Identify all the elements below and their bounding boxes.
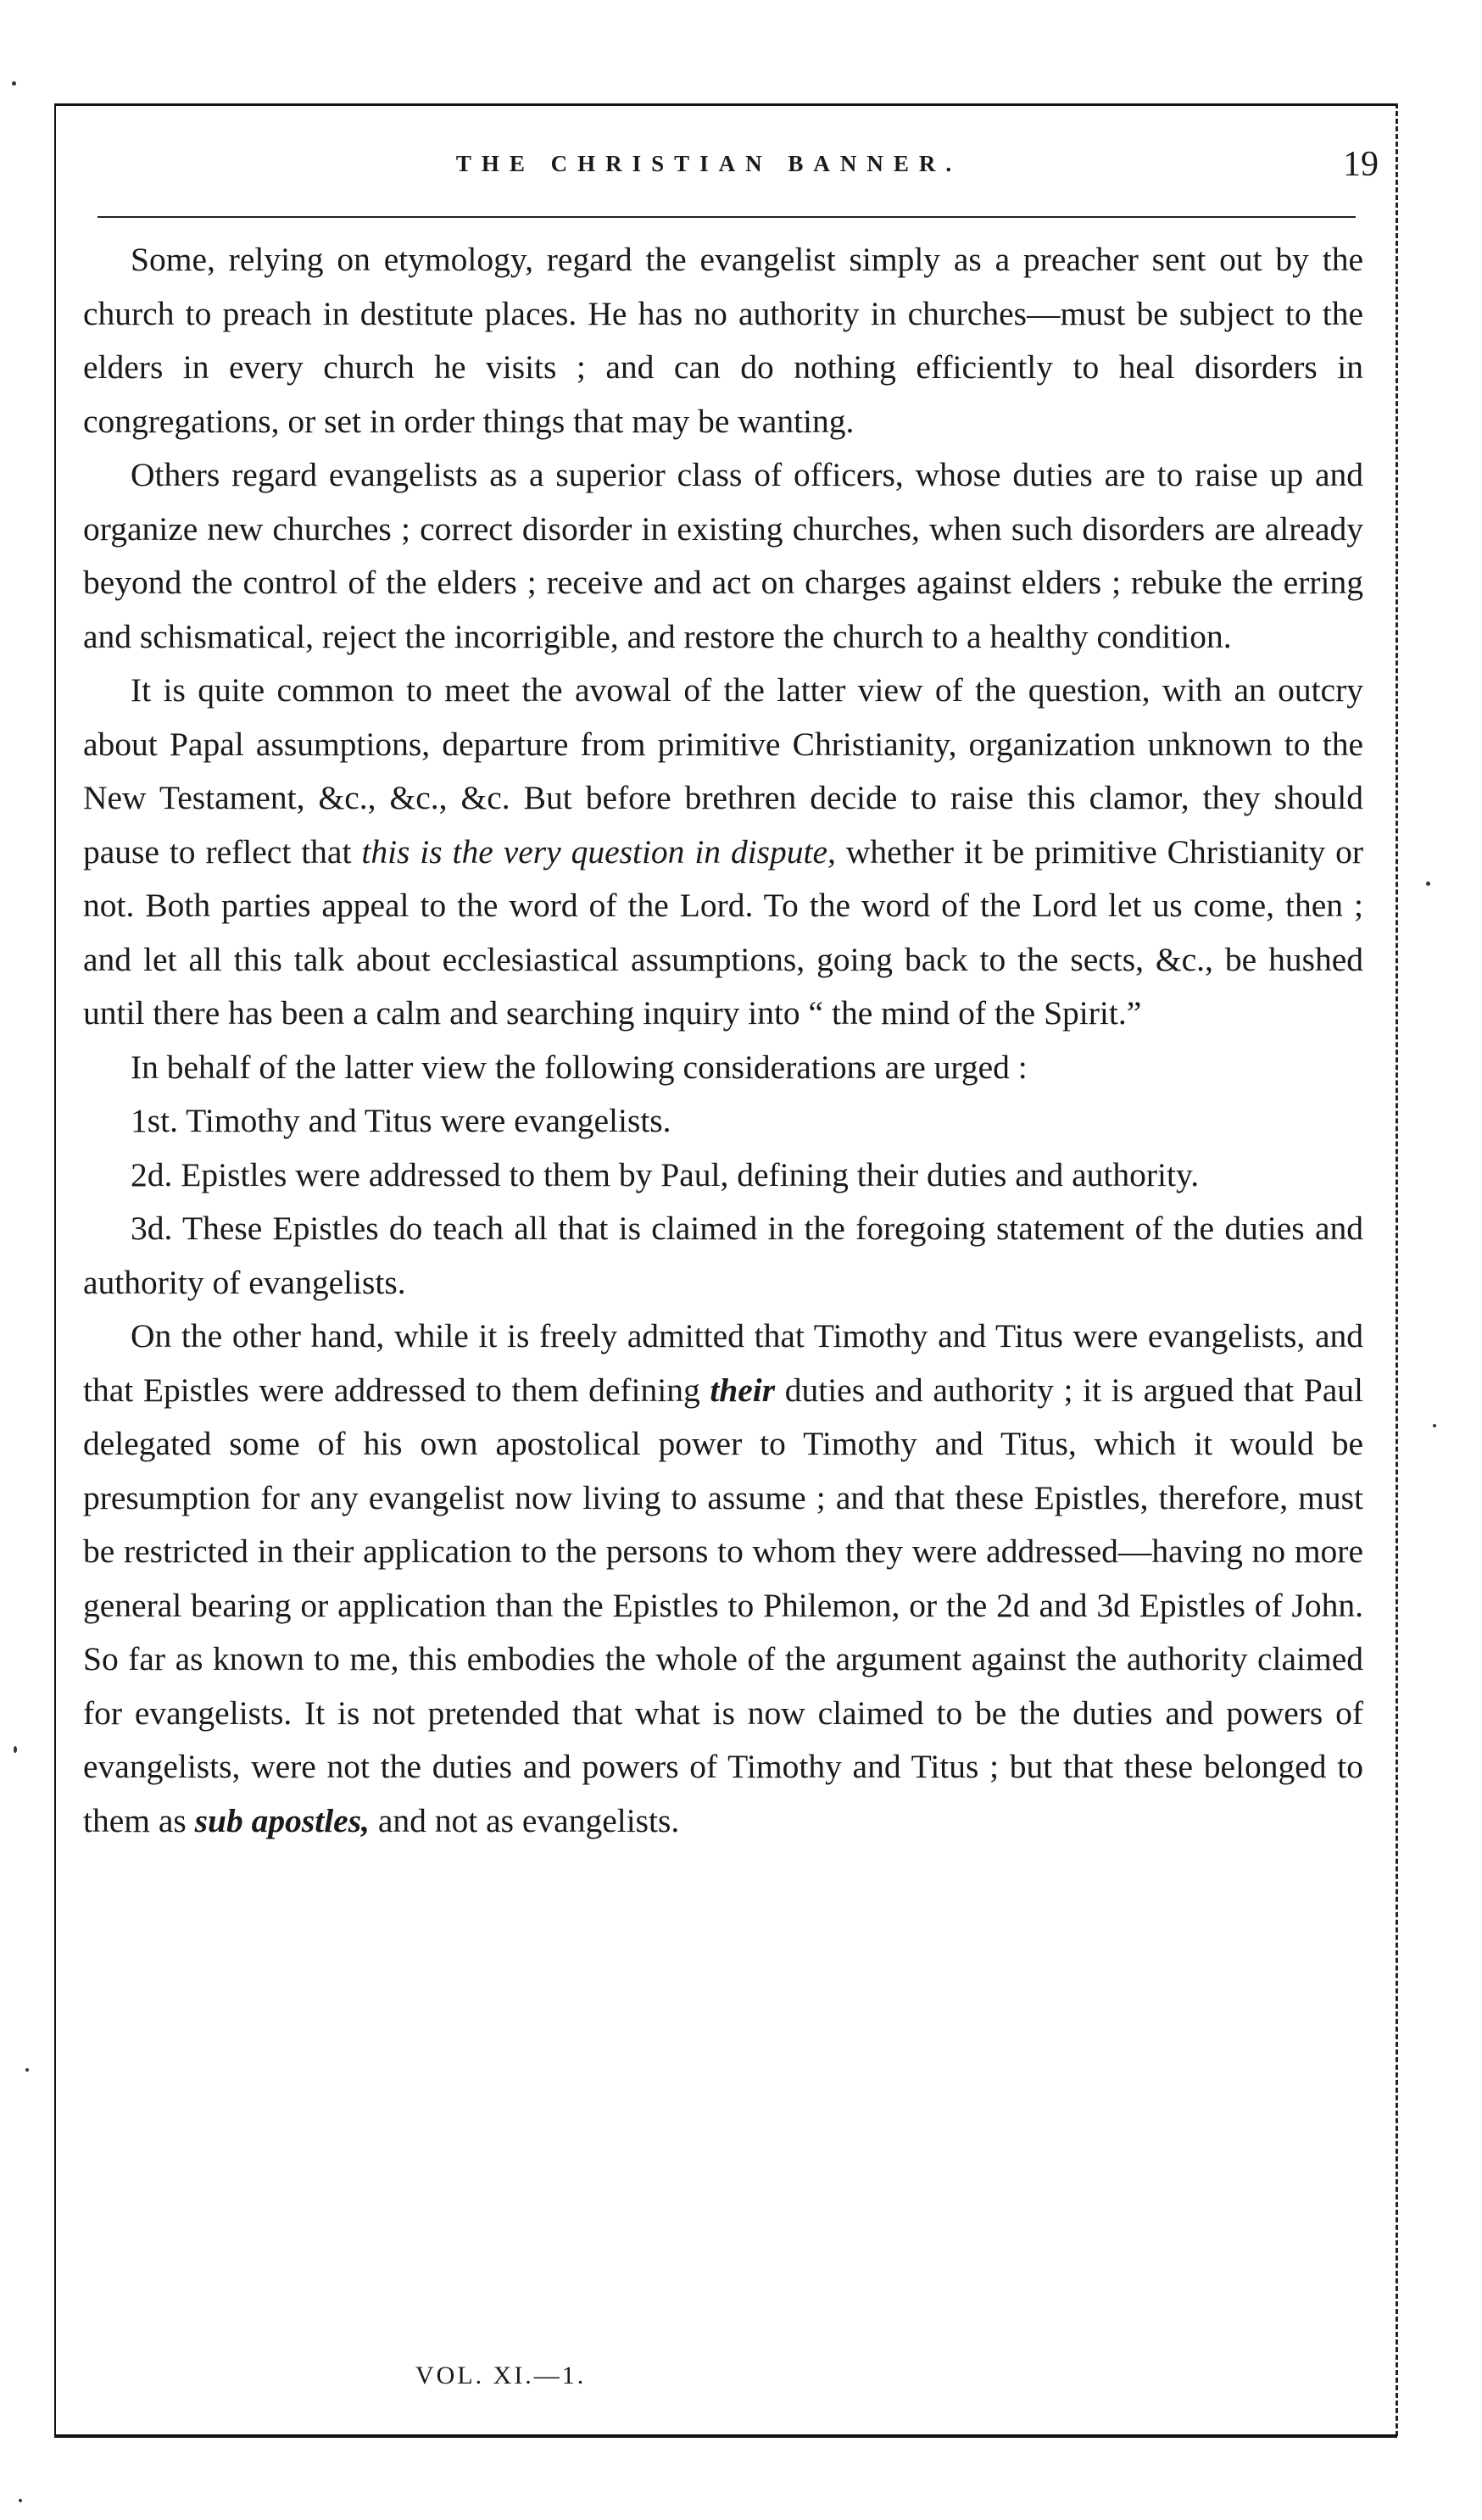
page-frame-top [54, 103, 1397, 106]
page-number: 19 [1343, 145, 1379, 184]
print-speck [1433, 1424, 1436, 1427]
paragraph-considerations-intro: In behalf of the latter view the following considerations are urged : [131, 1048, 1028, 1086]
print-speck [12, 81, 16, 86]
header-rule [98, 216, 1356, 218]
print-speck [14, 1746, 17, 1753]
print-speck [25, 2068, 29, 2072]
paragraph-text: and not as evangelists. [369, 1801, 680, 1839]
page-frame-right [1396, 103, 1398, 2436]
emphasis-text: this is the very question in dispute, [361, 832, 836, 871]
running-title: THE CHRISTIAN BANNER. [455, 151, 962, 176]
page-frame-bottom [54, 2434, 1397, 2438]
paragraph-text: It is quite common to meet the avowal of the latter view of the question, with an outcry about Papal assumptions, departure from primitive Christianity, organization unknown to the New Testament, &c., &c., &c. But before brethren decide to raise this clamor, they should pause to reflect that [83, 671, 1363, 871]
emphasis-text: their [710, 1371, 776, 1409]
paragraph-evangelist-preacher: Some, relying on etymology, regard the evangelist simply as a preacher sent out by the church to preach in destitute places. He has no authority in churches—must be subject to the elders in every church he visits ; and can do nothing efficiently to heal disorders in congregations, or set in order things that may be wanting. [83, 241, 1363, 440]
paragraph-third-consideration: 3d. These Epistles do teach all that is claimed in the foregoing statement of the duties and authority of evangelists. [83, 1210, 1363, 1301]
paragraph-other-hand [83, 1310, 1363, 1848]
paragraph-text: On the other hand, while it is freely admitted that Timothy and Titus were evangelists, and that Epistles were addressed to them defining [83, 1317, 1363, 1409]
paragraph-text: duties and authority ; it is argued that Paul delegated some of his own apostolical power to Timothy and Titus, which it would be presumption for any evangelist now living to assume ; and that these Epistles, therefore, must be restricted in their application to the persons to whom they were addressed—having no more general bearing or application than the Epistles to Philemon, or the 2d and 3d Epistles of John. So far as known to me, this embodies the whole of the argument against the authority claimed for evangelists. It is not pretended that what is now claimed to be the duties and powers of evangelists, were not the duties and powers of Timothy and Titus ; but that these belonged to them as [83, 1371, 1363, 1839]
page-header [81, 144, 1379, 195]
paragraph-avowal-question [83, 664, 1363, 1041]
print-speck [19, 2499, 22, 2502]
paragraph-second-consideration: 2d. Epistles were addressed to them by Paul, defining their duties and authority. [131, 1155, 1200, 1193]
paragraph-text: whether it be primitive Christianity or not. Both parties appeal to the word of the Lord. To the word of the Lord let us come, then ; and let all this talk about ecclesiastical assumptions, going back to the sects, &c., be hushed until there has been a calm and searching inquiry into “ the mind of the Spirit.” [83, 832, 1364, 1032]
body-text [83, 233, 1363, 1848]
paragraph-superior-officers: Others regard evangelists as a superior class of officers, whose duties are to raise up and organize new churches ; correct disorder in existing churches, when such disorders are already beyond the control of the elders ; receive and act on charges against elders ; rebuke the erring and schismatical, reject the incorrigible, and restore the church to a healthy condition. [83, 456, 1363, 655]
signature-mark: VOL. XI.—1. [415, 2361, 587, 2389]
page-frame-left [54, 103, 56, 2434]
paragraph-first-consideration: 1st. Timothy and Titus were evangelists. [131, 1102, 671, 1139]
emphasis-text: sub apostles, [194, 1801, 370, 1839]
print-speck [1426, 882, 1430, 886]
